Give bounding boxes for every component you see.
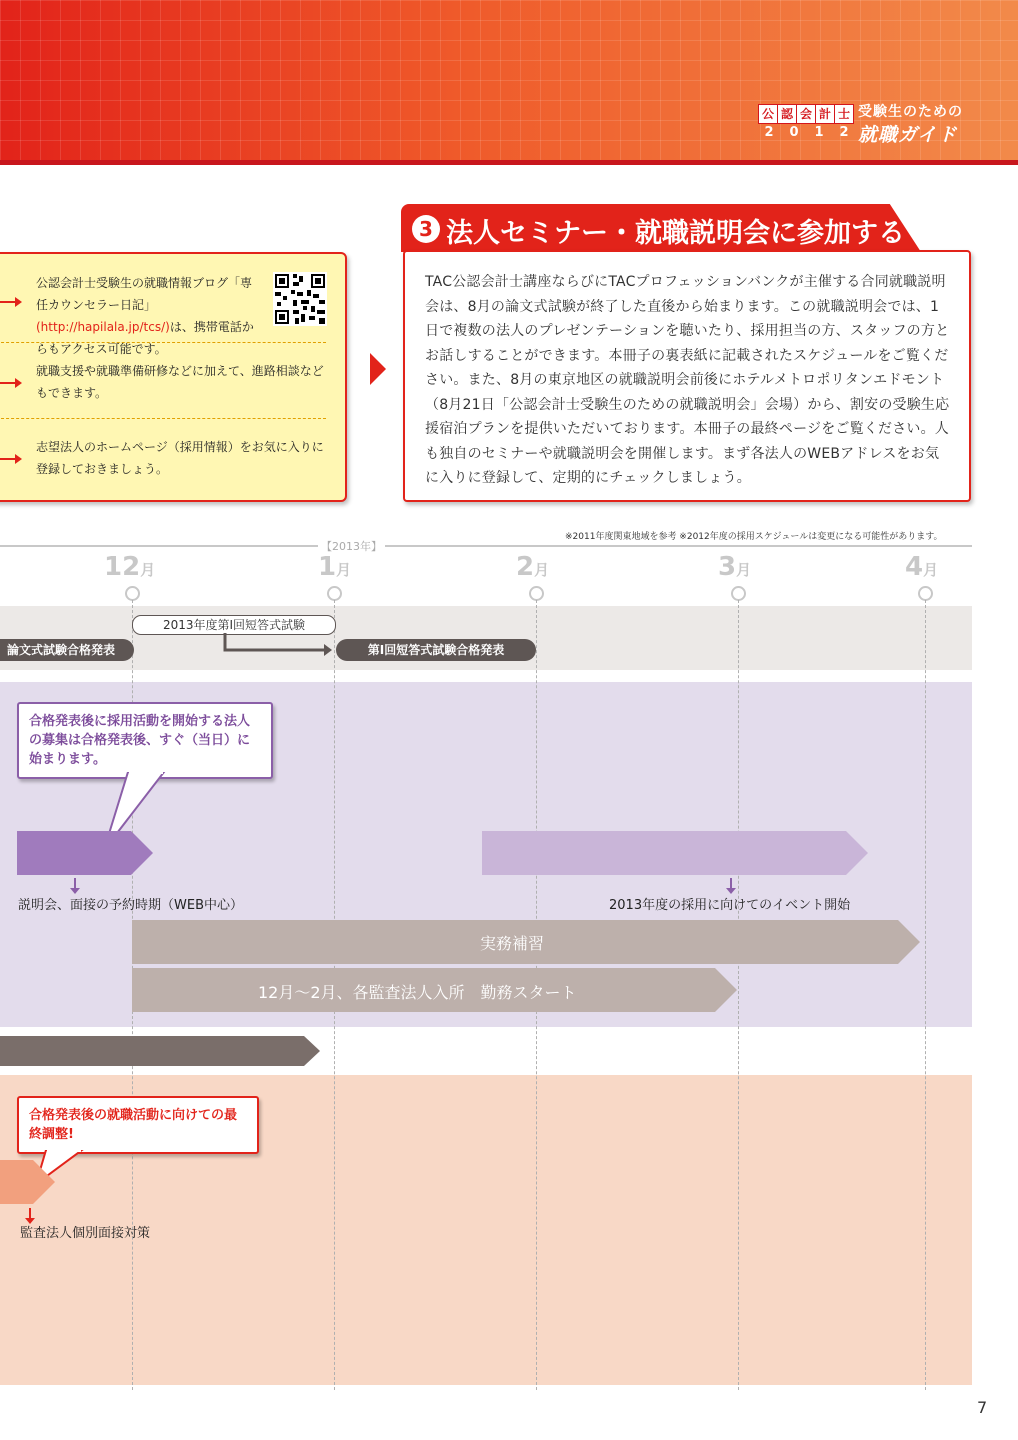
work-start-label: 12月～2月、各監査法人入所 勤務スタート bbox=[258, 983, 577, 1002]
month-number: 1 bbox=[318, 552, 337, 582]
month-suffix: 月 bbox=[736, 561, 752, 579]
month-suffix: 月 bbox=[140, 561, 156, 579]
essay-result-pill: 論文式試験合格発表 bbox=[0, 639, 134, 661]
month-marker bbox=[731, 586, 746, 601]
month-gridline bbox=[738, 600, 739, 1390]
section-number: 3 bbox=[412, 215, 440, 243]
month-marker bbox=[918, 586, 933, 601]
brand-box: 計 bbox=[815, 104, 835, 124]
section-title: 法人セミナー・就職説明会に参加する bbox=[446, 218, 905, 249]
reservation-chevron bbox=[17, 831, 153, 875]
description-text: TAC公認会計士講座ならびにTACプロフェッションバンクが主催する合同就職説明会は、8月の論文式試験が終了した直後から始まります。この就職説明会では、1日で複数の法人のプレゼンテーションを聴いたり、採用担当の方、スタッフの方とお話しすることができます。本冊子の裏表紙に記載されたスケジュールをご覧ください。また、8月の東京地区の就職説明会前後にホテルメトロポリタンエドモント（8月21日「公認会計士受験生のための就職説明会」会場）から、割安の受験生応援宿泊プランを提供いただいております。本冊子の最終ページをご覧ください。人も独自のセミナーや就職説明会を開催します。まず各法人のWEBアドレスをお気に入りに登録して、定期的にチェックしましょう。 bbox=[425, 274, 950, 486]
month-marker bbox=[529, 586, 544, 601]
month-label bbox=[718, 552, 751, 582]
month-label bbox=[516, 552, 549, 582]
header-underline bbox=[0, 160, 1018, 165]
schedule-note: ※2011年度関東地域を参考 ※2012年度の採用スケジュールは変更になる可能性があります。 bbox=[565, 532, 943, 542]
blog-link[interactable]: (http://hapilala.jp/tcs/) bbox=[36, 320, 170, 334]
month-number: 3 bbox=[718, 552, 737, 582]
month-number: 2 bbox=[516, 552, 535, 582]
brand-box: 公 bbox=[758, 104, 778, 124]
event-chevron bbox=[482, 831, 868, 875]
month-suffix: 月 bbox=[534, 561, 550, 579]
brand-title: 受験生のための bbox=[858, 104, 963, 120]
continuing-bar bbox=[0, 1036, 320, 1066]
arrow-down-icon bbox=[730, 878, 732, 888]
tip-item bbox=[36, 272, 258, 360]
month-suffix: 月 bbox=[336, 561, 352, 579]
short-answer-result-pill: 第Ⅰ回短答式試験合格発表 bbox=[336, 639, 536, 661]
month-label bbox=[318, 552, 351, 582]
brand-year-digit: 1 bbox=[814, 125, 824, 140]
timeline-axis bbox=[0, 545, 972, 547]
tip-item: 就職支援や就職準備研修などに加えて、進路相談などもできます。 bbox=[36, 364, 324, 400]
tip-text: は、携帯電話からもアクセス可能です。 bbox=[36, 320, 254, 356]
month-label bbox=[104, 552, 155, 582]
arrow-right-icon bbox=[0, 458, 20, 460]
brand-year-digit: 2 bbox=[764, 125, 774, 140]
brand-box: 認 bbox=[777, 104, 797, 124]
divider bbox=[0, 342, 326, 343]
final-adjustment-callout: 合格発表後の就職活動に向けての最終調整! bbox=[17, 1096, 259, 1154]
page-number: 7 bbox=[977, 1398, 988, 1417]
reservation-label: 説明会、面接の予約時期（WEB中心） bbox=[18, 898, 243, 913]
qr-code-icon[interactable] bbox=[273, 272, 327, 326]
month-marker bbox=[327, 586, 342, 601]
tip-item: 志望法人のホームページ（採用情報）をお気に入りに登録しておきましょう。 bbox=[36, 440, 324, 476]
arrow-right-icon bbox=[0, 382, 20, 384]
arrow-down-icon bbox=[74, 878, 76, 888]
brand-box: 会 bbox=[796, 104, 816, 124]
brand-box: 士 bbox=[834, 104, 854, 124]
elbow-arrow-icon bbox=[220, 633, 332, 657]
practical-training-label: 実務補習 bbox=[480, 934, 545, 953]
divider bbox=[0, 418, 326, 419]
month-marker bbox=[125, 586, 140, 601]
month-number: 4 bbox=[905, 552, 924, 582]
month-label bbox=[905, 552, 938, 582]
brand-year-digit: 2 bbox=[839, 125, 849, 140]
brand-subtitle: 就職ガイド bbox=[858, 124, 958, 146]
brand-year-digit: 0 bbox=[789, 125, 799, 140]
tip-text: 公認会計士受験生の就職情報ブログ「専任カウンセラー日記」 bbox=[36, 276, 253, 312]
interview-prep-label: 監査法人個別面接対策 bbox=[20, 1226, 151, 1241]
event-start-label: 2013年度の採用に向けてのイベント開始 bbox=[609, 898, 851, 913]
month-gridline bbox=[925, 600, 926, 1390]
year-label: 【2013年】 bbox=[318, 538, 385, 554]
exam-date-pill: 2013年度第Ⅰ回短答式試験 bbox=[132, 615, 336, 635]
recruiting-callout: 合格発表後に採用活動を開始する法人の募集は合格発表後、すぐ（当日）に始まります。 bbox=[17, 702, 273, 779]
arrow-down-icon bbox=[29, 1208, 31, 1218]
month-suffix: 月 bbox=[923, 561, 939, 579]
month-number: 12 bbox=[104, 552, 141, 582]
arrow-right-icon bbox=[370, 353, 386, 385]
arrow-right-icon bbox=[0, 301, 20, 303]
